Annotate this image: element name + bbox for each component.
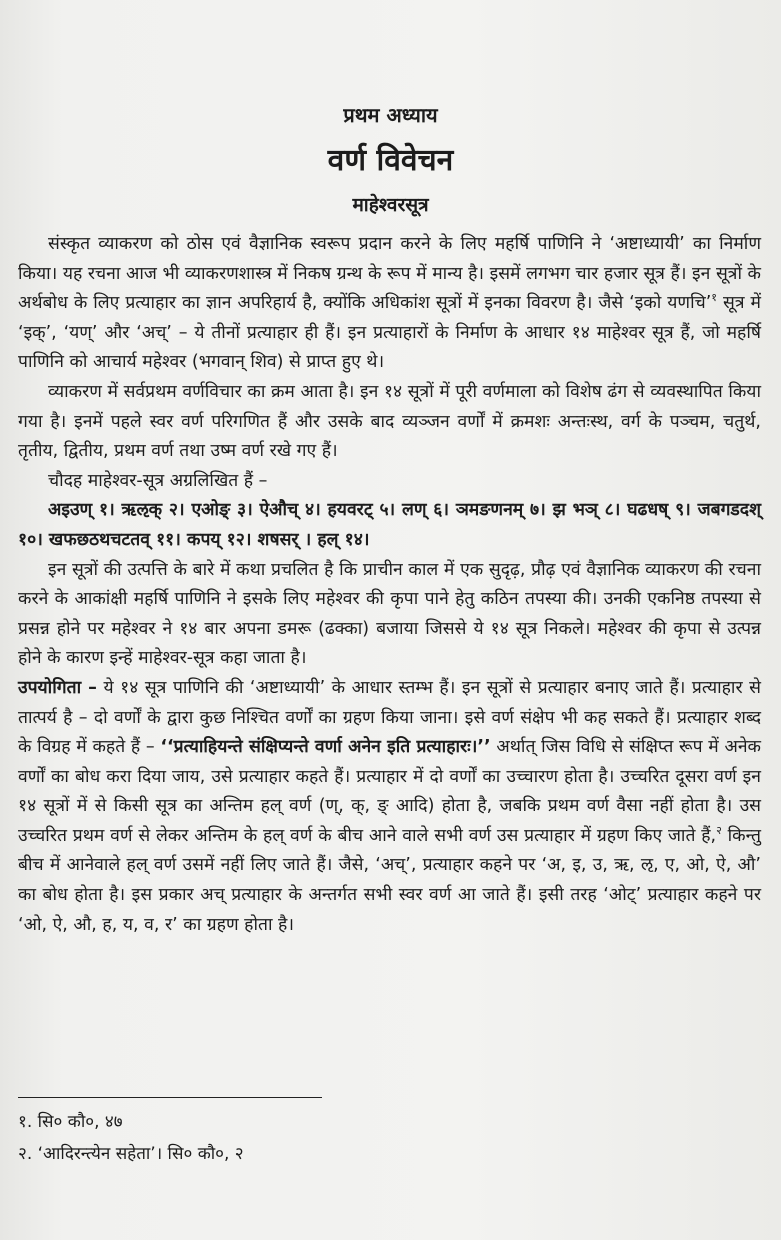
paragraph-utility [18, 674, 761, 940]
paragraph-text: अर्थात् जिस विधि से संक्षिप्त रूप में अनेक वर्णों का बोध करा दिया जाय, उसे प्रत्याहार कहते हैं। प्रत्याहार में दो वर्णों का उच्चारण होता है। उच्चरित दूसरा वर्ण इन १४ सूत्रों में से किसी सूत्र का अन्तिम हल् वर्ण (ण्, क्, ङ् आदि) होता है, जबकि प्रथम वर्ण वैसा नहीं होता है। उस उच्चरित प्रथम वर्ण से लेकर अन्तिम के हल् वर्ण के बीच आने वाले सभी वर्ण उस प्रत्याहार में ग्रहण किए जाते हैं, [18, 737, 761, 846]
sutra-list: अइउण् १। ऋऌक् २। एओङ् ३। ऐऔच् ४। हयवरट् ५। लण् ६। ञमङणनम् ७। झ भञ् ८। घढधष् ९। जबगडदश् १०। खफछठथचटतव् ११। कपय् १२। शषसर् । हल् १४। [18, 500, 761, 550]
paragraph-intro [18, 230, 761, 378]
paragraph-origin: इन सूत्रों की उत्पत्ति के बारे में कथा प्रचलित है कि प्राचीन काल में एक सुदृढ़, प्रौढ़ एवं वैज्ञानिक व्याकरण की रचना करने के आकांक्षी महर्षि पाणिनि ने इसके लिए महेश्वर की कृपा पाने हेतु कठिन तपस्या की। उनकी एकनिष्ठ तपस्या से प्रसन्न होने पर महेश्वर ने १४ बार अपना डमरू (ढक्का) बजाया जिससे ये १४ सूत्र निकले। महेश्वर की कृपा से उत्पन्न होने के कारण इन्हें माहेश्वर-सूत्र कहा जाता है। [18, 559, 761, 669]
footnotes [18, 1106, 758, 1170]
utility-lead: उपयोगिता – [18, 677, 97, 698]
paragraph-sutra-intro: चौदह माहेश्वर-सूत्र अग्रलिखित हैं – [48, 470, 268, 491]
section-heading: माहेश्वरसूत्र [352, 194, 429, 216]
footnote-2: २. ‘आदिरन्त्येन सहेता’। सि० कौ०, २ [18, 1144, 244, 1164]
body-text [18, 230, 761, 940]
paragraph-text: संस्कृत व्याकरण को ठोस एवं वैज्ञानिक स्वरूप प्रदान करने के लिए महर्षि पाणिनि ने ‘अष्टाध्यायी’ का निर्माण किया। यह रचना आज भी व्याकरणशास्त्र में निकष ग्रन्थ के रूप में मान्य है। इसमें लगभग चार हजार सूत्र हैं। इन सूत्रों के अर्थबोध के लिए प्रत्याहार का ज्ञान अपरिहार्य है, क्योंकि अधिकांश सूत्रों में इनका विवरण है। जैसे ‘इको यणचि’ [18, 234, 761, 314]
footnote-ref-1: १ [711, 291, 718, 305]
footnote-1: १. सि० कौ०, ४७ [18, 1112, 123, 1132]
paragraph-text: किन्तु बीच में आनेवाले हल् वर्ण उसमें नहीं लिए जाते हैं। जैसे, ‘अच्’, प्रत्याहार कहने पर ‘अ, इ, उ, ऋ, ऌ, ए, ओ, ऐ, औ’ का बोध होता है। इस प्रकार अच् प्रत्याहार के अन्तर्गत सभी स्वर वर्ण आ जाते हैं। इसी तरह ‘ओट्’ प्रत्याहार कहने पर ‘ओ, ऐ, औ, ह, य, व, र’ का ग्रहण होता है। [18, 825, 761, 935]
paragraph-text: सूत्र में ‘इक्’, ‘यण्’ और ‘अच्’ – ये तीनों प्रत्याहार ही हैं। इन प्रत्याहारों के निर्माण के आधार १४ माहेश्वर सूत्र हैं, जो महर्षि पाणिनि को आचार्य महेश्वर (भगवान् शिव) से प्राप्त हुए थे। [18, 293, 761, 373]
pratyahara-quote: ‘‘प्रत्याहियन्ते संक्षिप्यन्ते वर्णा अनेन इति प्रत्याहारः।’’ [160, 737, 491, 758]
footnote-divider [18, 1097, 322, 1098]
chapter-heading: प्रथम अध्याय [343, 103, 438, 127]
paragraph-text: ये १४ सूत्र पाणिनि की ‘अष्टाध्यायी’ के आधार स्तम्भ हैं। इन सूत्रों से प्रत्याहार बनाए जाते हैं। प्रत्याहार से तात्पर्य है – दो वर्णों के द्वारा कुछ निश्चित वर्णों का ग्रहण किया जाना। इसे वर्ण संक्षेप भी कह सकते हैं। प्रत्याहार शब्द के विग्रह में कहते हैं – [18, 677, 761, 758]
chapter-title: वर्ण विवेचन [327, 143, 454, 178]
paragraph-varna: व्याकरण में सर्वप्रथम वर्णविचार का क्रम आता है। इन १४ सूत्रों में पूरी वर्णमाला को विशेष ढंग से व्यवस्थापित किया गया है। इनमें पहले स्वर वर्ण परिगणित हैं और उसके बाद व्यञ्जन वर्णों में क्रमशः अन्तःस्थ, वर्ग के पञ्चम, चतुर्थ, तृतीय, द्वितीय, प्रथम वर्ण तथा उष्म वर्ण रखे गए हैं। [18, 381, 761, 462]
footnote-ref-2: २ [716, 824, 722, 838]
